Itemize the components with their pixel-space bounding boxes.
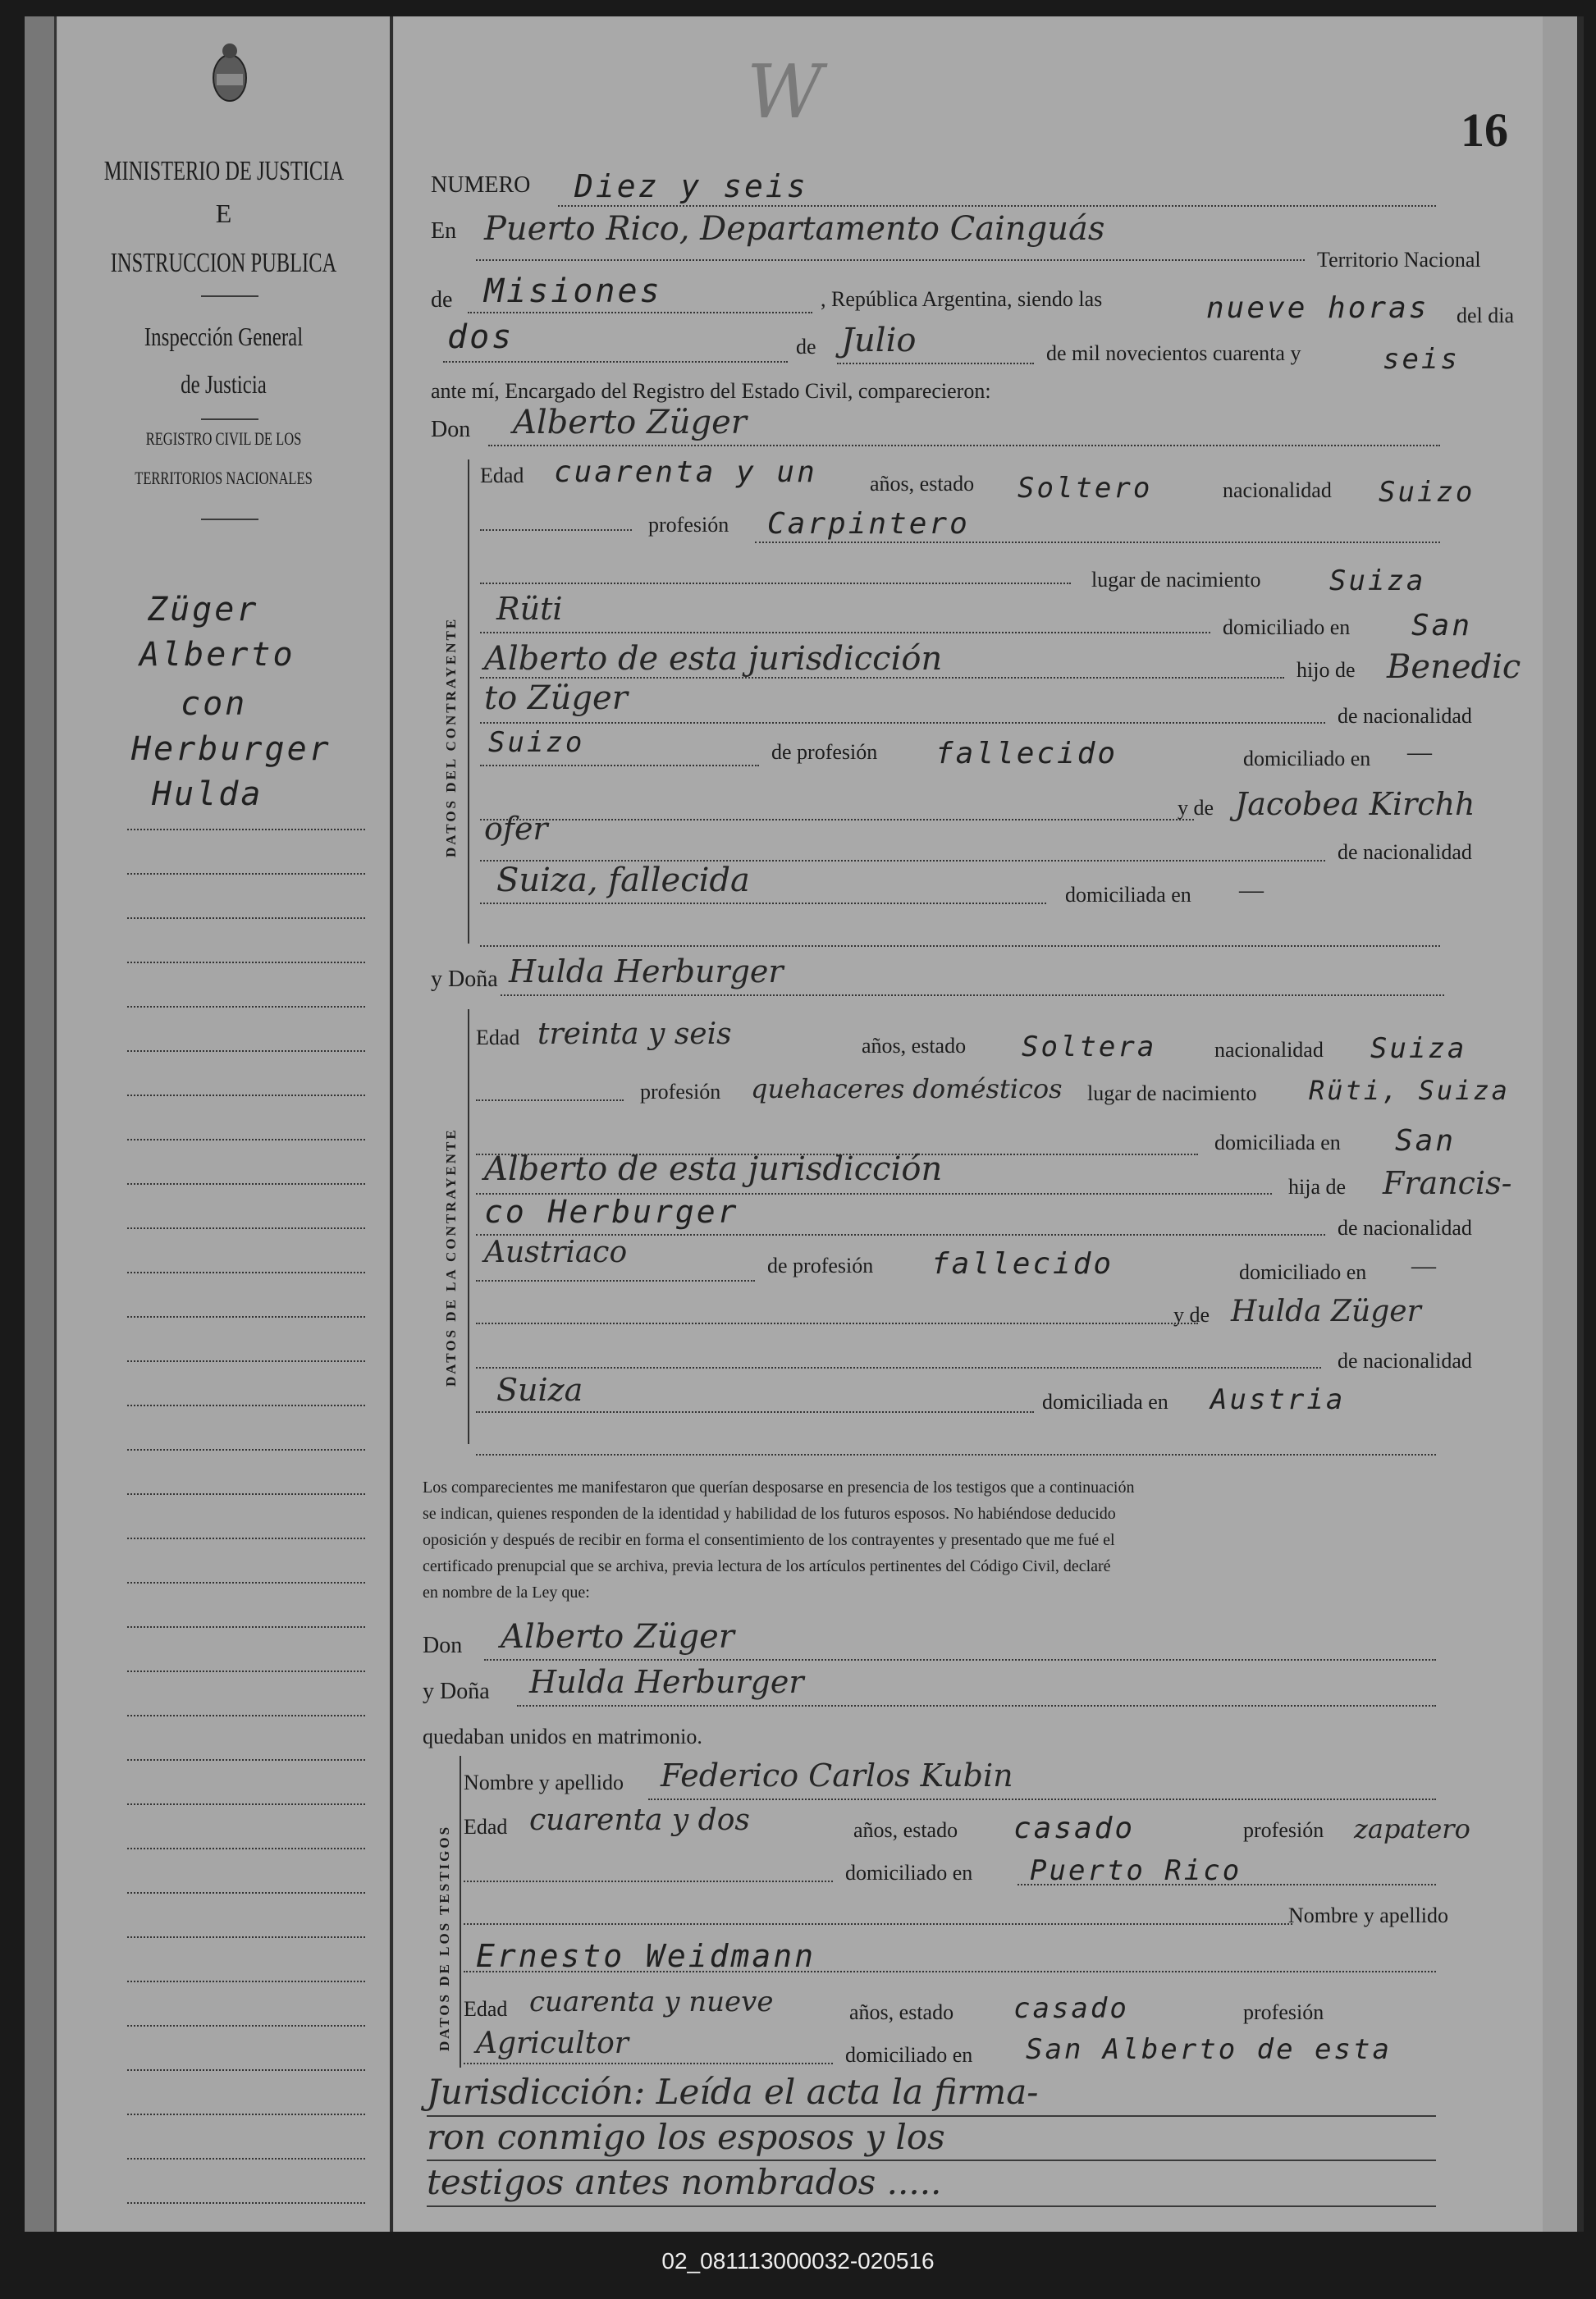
register-page (25, 16, 1584, 2232)
domiciliada-en-label: domiciliada en (1042, 1390, 1168, 1414)
margin-rule-line (127, 829, 365, 830)
y-de-label: y de (1173, 1303, 1210, 1327)
bride-father-dom: — (1411, 1252, 1436, 1279)
de-label-2: de (796, 335, 816, 359)
don-label: Don (431, 417, 471, 442)
fill-line (464, 1881, 833, 1882)
margin-rule-line (127, 1095, 365, 1096)
witness-2-name: Ernesto Weidmann (476, 1938, 816, 1974)
edad-label: Edad (480, 464, 524, 487)
fill-line (558, 205, 1436, 207)
margin-note-line: Züger (148, 591, 259, 628)
en-label: En (431, 218, 457, 244)
page-number: 16 (1461, 103, 1508, 157)
margin-note-line: Hulda (152, 775, 263, 813)
bride-father-prof: fallecido (931, 1247, 1114, 1281)
union-closing: quedaban unidos en matrimonio. (423, 1725, 702, 1748)
closing-line: testigos antes nombrados ..... (427, 2162, 942, 2202)
inspection-line-2: de Justicia (181, 369, 267, 399)
dona-label: y Doña (431, 967, 498, 992)
nombre-label: Nombre y apellido (464, 1771, 624, 1794)
de-label: de (431, 287, 453, 313)
previous-page-edge (25, 16, 57, 2232)
de-nacionalidad-label-2: de nacionalidad (1338, 1349, 1472, 1373)
scan-identifier: 02_081113000032-020516 (661, 2248, 935, 2274)
fill-line (476, 1099, 624, 1101)
groom-father-1: Benedic (1387, 648, 1521, 686)
groom-father-nat: Suizo (488, 726, 585, 759)
witness-bracket (460, 1756, 461, 2068)
day-value: dos (447, 318, 514, 356)
margin-rule-line (127, 1139, 365, 1140)
bride-name: Hulda Herburger (509, 953, 784, 990)
fill-line (517, 1705, 1436, 1707)
hija-label: hija de (1288, 1175, 1347, 1199)
union-don-label: Don (423, 1633, 463, 1658)
margin-rule-line (127, 2158, 365, 2160)
bride-nacionalidad: Suiza (1370, 1032, 1467, 1065)
fill-line (476, 259, 1305, 261)
margin-rule-line (127, 2069, 365, 2071)
margin-rule-line (127, 2025, 365, 2027)
fill-line (480, 819, 1194, 820)
rule-line (427, 2160, 1436, 2161)
margin-rule-line (127, 1715, 365, 1716)
profesion-label: profesión (640, 1080, 721, 1104)
bride-lugar: Rüti, Suiza (1309, 1075, 1510, 1106)
margin-note-line: con (181, 685, 248, 723)
margin-rule-line (127, 1449, 365, 1451)
rule-line (427, 2205, 1436, 2207)
margin-rule-line (127, 1405, 365, 1406)
numero-label: NUMERO (431, 172, 531, 198)
groom-side-label: DATOS DEL CONTRAYENTE (443, 616, 459, 857)
inspection-line-1: Inspección General (144, 322, 304, 351)
republica-label: , República Argentina, siendo las (821, 287, 1103, 311)
paragraph-line: se indican, quienes responden de la identidad y habilidad de los futuros esposos. No habiéndose deducido (423, 1505, 1116, 1523)
fill-line (488, 445, 1440, 446)
paragraph-line: oposición y después de recibir en forma el consentimiento de los contrayentes y presentado que me fué el (423, 1531, 1115, 1549)
margin-rule-line (127, 1626, 365, 1628)
groom-father-dom: — (1407, 738, 1432, 766)
margin-rule-line (127, 1892, 365, 1894)
paragraph-line: en nombre de la Ley que: (423, 1584, 590, 1602)
margin-rule-line (127, 1493, 365, 1495)
margin-rule-line (127, 1981, 365, 1982)
witness-side-label: DATOS DE LOS TESTIGOS (437, 1824, 452, 2051)
fill-line (468, 312, 812, 313)
fill-line (484, 1659, 1436, 1661)
y-de-label: y de (1178, 796, 1214, 820)
margin-rule-line (127, 1360, 365, 1362)
groom-mother-2: ofer (484, 811, 548, 847)
fill-line (480, 903, 1046, 904)
groom-mother-1: Jacobea Kirchh (1235, 786, 1475, 822)
de-nacionalidad-label: de nacionalidad (1338, 1216, 1472, 1240)
domiciliado-label: domiciliado en (845, 2043, 973, 2067)
domiciliado-en-label: domiciliado en (1239, 1260, 1367, 1284)
bride-father-nat: Austriaco (484, 1236, 628, 1269)
fill-line (476, 1323, 1198, 1324)
divider (201, 295, 258, 297)
margin-rule-line (127, 1272, 365, 1273)
groom-estado: Soltero (1018, 472, 1153, 505)
bride-domicilio-2: Alberto de esta jurisdicción (484, 1150, 943, 1188)
margin-rule-line (127, 1050, 365, 1052)
ministry-line-3: INSTRUCCION PUBLICA (110, 248, 337, 278)
groom-profesion: Carpintero (767, 507, 970, 541)
nacionalidad-label: nacionalidad (1214, 1038, 1324, 1062)
witness-2-prof: Agricultor (476, 2027, 629, 2060)
fill-line (443, 361, 788, 363)
nombre-label-2: Nombre y apellido (1288, 1904, 1448, 1927)
groom-name: Alberto Züger (513, 404, 747, 441)
lugar-label: lugar de nacimiento (1091, 568, 1261, 592)
margin-rule-line (127, 1671, 365, 1672)
witness-2-estado: casado (1013, 1992, 1129, 2025)
margin-rule-line (127, 1936, 365, 1938)
bride-bracket (468, 1009, 469, 1444)
edad-label: Edad (464, 1815, 508, 1839)
groom-domicilio-1: San (1411, 609, 1473, 642)
profesion-label: profesión (648, 513, 729, 537)
fill-line (480, 722, 1325, 724)
paragraph-line: Los comparecientes me manifestaron que querían desposarse en presencia de los testigos que a continuación (423, 1479, 1135, 1497)
union-dona-label: y Doña (423, 1679, 490, 1704)
registry-line-1: REGISTRO CIVIL DE LOS (145, 428, 302, 449)
bride-edad: treinta y seis (537, 1017, 732, 1051)
bride-side-label: DATOS DE LA CONTRAYENTE (443, 1127, 459, 1387)
fill-line (837, 363, 1034, 364)
groom-mother-nat: Suiza, fallecida (496, 862, 750, 899)
ministry-line-1: MINISTERIO DE JUSTICIA (103, 156, 345, 186)
certificate-body (394, 16, 1543, 2232)
domiciliado-label: domiciliado en (1223, 615, 1351, 639)
edad-label: Edad (476, 1026, 520, 1049)
anos-estado-label: años, estado (849, 2000, 954, 2024)
bride-mother-nat: Suiza (496, 1372, 583, 1408)
margin-rule-line (127, 1759, 365, 1761)
groom-lugar-2: Rüti (496, 591, 563, 627)
fill-line (464, 2063, 833, 2064)
profesion-label: profesión (1243, 2000, 1324, 2024)
bride-father-2: co Herburger (484, 1194, 739, 1230)
fill-line (480, 583, 1071, 584)
edad-label: Edad (464, 1997, 508, 2021)
de-nacionalidad-label-2: de nacionalidad (1338, 840, 1472, 864)
fill-line (476, 1411, 1034, 1413)
domiciliada-label: domiciliada en (1065, 883, 1191, 907)
witness-1-dom: Puerto Rico (1030, 1854, 1242, 1887)
margin-column (57, 16, 393, 2232)
month-value: Julio (841, 322, 917, 359)
witness-2-edad: cuarenta y nueve (529, 1986, 774, 2018)
fill-line (480, 765, 759, 766)
closing-line: Jurisdicción: Leída el acta la firma- (427, 2072, 1039, 2112)
groom-mother-dom: — (1239, 876, 1264, 903)
stamp-scrawl: W (747, 49, 823, 135)
margin-note-line: Herburger (131, 730, 332, 768)
union-groom: Alberto Züger (501, 1618, 734, 1656)
witness-1-name: Federico Carlos Kubin (661, 1757, 1013, 1794)
groom-father-prof: fallecido (935, 737, 1118, 770)
groom-bracket (468, 459, 469, 944)
divider (201, 519, 258, 520)
de-profesion-label: de profesión (771, 740, 878, 764)
fill-line (648, 1799, 1436, 1800)
fill-line (464, 1971, 1436, 1972)
groom-edad: cuarenta y un (554, 455, 817, 489)
anos-estado-label: años, estado (853, 1818, 958, 1842)
de-nacionalidad-label: de nacionalidad (1338, 704, 1472, 728)
fill-line (476, 1280, 755, 1282)
margin-rule-line (127, 1183, 365, 1185)
place-value: Puerto Rico, Departamento Cainguás (484, 210, 1105, 248)
paragraph-line: certificado prenupcial que se archiva, previa lectura de los artículos pertinentes del Código Civil, declaré (423, 1557, 1111, 1575)
witness-1-edad: cuarenta y dos (529, 1803, 750, 1837)
margin-rule-line (127, 1006, 365, 1008)
registry-line-2: TERRITORIOS NACIONALES (135, 468, 313, 488)
margin-rule-line (127, 1803, 365, 1805)
witness-1-estado: casado (1013, 1812, 1136, 1845)
bride-mother: Hulda Züger (1231, 1295, 1421, 1328)
domiciliada-label: domiciliada en (1214, 1131, 1341, 1154)
fill-line (464, 1923, 1292, 1925)
witness-1-prof: zapatero (1354, 1813, 1470, 1844)
closing-line: ron conmigo los esposos y los (427, 2117, 945, 2157)
bride-mother-dom: Austria (1210, 1383, 1346, 1416)
margin-rule-line (127, 1848, 365, 1849)
margin-rule-line (127, 917, 365, 919)
groom-domicilio-2: Alberto de esta jurisdicción (484, 640, 943, 678)
coat-of-arms-icon (205, 41, 254, 107)
fill-line (476, 1454, 1436, 1456)
numero-value: Diez y seis (574, 168, 808, 204)
hour-value: nueve horas (1206, 291, 1429, 325)
fill-line (476, 1367, 1321, 1369)
divider (201, 418, 258, 420)
bride-estado: Soltera (1022, 1031, 1157, 1063)
margin-rule-line (127, 1227, 365, 1229)
de-profesion-label: de profesión (767, 1254, 874, 1277)
fill-line (501, 994, 1444, 996)
fill-line (1018, 1884, 1436, 1885)
margin-rule-line (127, 1538, 365, 1539)
groom-father-2: to Züger (484, 679, 628, 717)
bride-father-1: Francis- (1383, 1165, 1512, 1201)
year-value: seis (1383, 343, 1460, 376)
anos-estado-label: años, estado (862, 1034, 967, 1058)
domiciliado-label: domiciliado en (845, 1861, 973, 1885)
margin-rule-line (127, 1316, 365, 1318)
bride-domicilio-1: San (1395, 1124, 1457, 1158)
del-dia-label: del dia (1457, 304, 1515, 327)
profesion-label: profesión (1243, 1818, 1324, 1842)
margin-rule-line (127, 1582, 365, 1584)
margin-note-line: Alberto (139, 636, 295, 674)
fill-line (480, 945, 1440, 947)
margin-rule-line (127, 873, 365, 875)
groom-nacionalidad: Suizo (1379, 476, 1475, 509)
witness-2-dom: San Alberto de esta (1026, 2033, 1392, 2066)
territorio-label: Territorio Nacional (1317, 248, 1481, 272)
fill-line (480, 632, 1210, 633)
nacionalidad-label: nacionalidad (1223, 478, 1332, 502)
fill-line (480, 677, 1284, 679)
year-label: de mil novecientos cuarenta y (1046, 341, 1301, 365)
ministry-line-2: E (215, 199, 232, 228)
ante-mi-text: ante mí, Encargado del Registro del Estado Civil, comparecieron: (431, 379, 991, 403)
fill-line (480, 529, 632, 531)
domiciliado-en-label: domiciliado en (1243, 747, 1371, 770)
fill-line (755, 542, 1440, 543)
bride-profesion: quehaceres domésticos (751, 1073, 1063, 1104)
groom-lugar: Suiza (1329, 564, 1426, 597)
lugar-label: lugar de nacimiento (1087, 1081, 1257, 1105)
union-bride: Hulda Herburger (529, 1664, 804, 1700)
margin-rule-line (127, 2202, 365, 2204)
anos-estado-label: años, estado (870, 472, 975, 496)
hijo-label: hijo de (1296, 658, 1356, 682)
province-value: Misiones (484, 272, 662, 310)
margin-rule-line (127, 962, 365, 963)
margin-rule-line (127, 2114, 365, 2115)
